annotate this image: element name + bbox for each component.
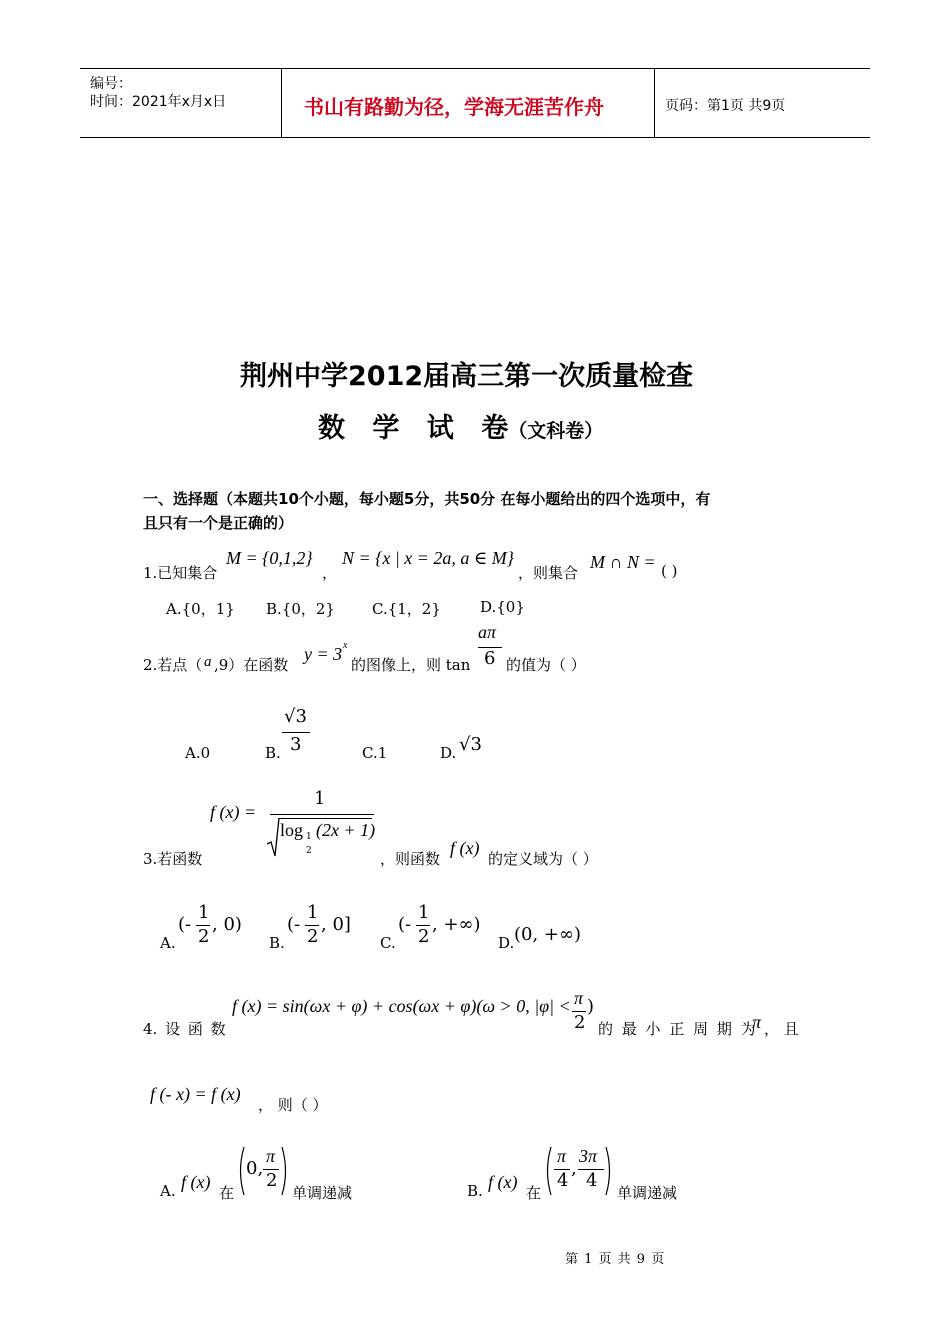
- q1-comma: ，: [322, 564, 338, 582]
- q4-pi-den: 2: [574, 1012, 586, 1033]
- q1-mid: ，则集合: [518, 564, 579, 582]
- q4-pi-half: [572, 988, 586, 1034]
- q1-set-n: N = {x | x = 2a, a ∈ M}: [342, 548, 514, 568]
- q4-end: ， 且: [764, 1020, 799, 1038]
- page-info: 页码：第1页 共9页: [665, 98, 786, 114]
- q1-option-a: A.{0，1}: [166, 600, 235, 618]
- q2-option-d-value: √3: [459, 734, 482, 755]
- page-title: 荆州中学2012届高三第一次质量检查: [240, 361, 694, 392]
- q4-option-b-num2: 3π: [579, 1146, 598, 1166]
- q2-option-c: C.1: [362, 744, 388, 762]
- q4-option-b-fraction1: [554, 1146, 570, 1192]
- q3-option-c: C.: [380, 934, 396, 952]
- motto: 书山有路勤为径，学海无涯苦作舟: [304, 95, 604, 119]
- q4-line2-expr: f (- x) = f (x): [150, 1084, 241, 1104]
- header-left-cell: [80, 69, 282, 137]
- q2-prefix: 2.若点（: [143, 656, 203, 674]
- q3-option-d: D.: [498, 934, 515, 952]
- q2-suffix: 的值为（ ）: [506, 656, 586, 674]
- q4-option-b-fx: f (x): [488, 1172, 518, 1192]
- q3-option-a-half: [196, 902, 210, 948]
- q4-option-b: B.: [467, 1182, 483, 1200]
- q4-option-a: A.: [160, 1182, 176, 1200]
- q4-option-b-rparen-icon: [604, 1146, 614, 1196]
- q1-paren: ( ): [661, 562, 678, 580]
- q2-exp: x: [343, 640, 348, 651]
- q4-pi-num: π: [574, 988, 584, 1008]
- q1-expr: M ∩ N =: [590, 552, 656, 572]
- q3-suffix: 的定义域为（ ）: [488, 850, 598, 868]
- q3-option-a: A.: [160, 934, 176, 952]
- header-table: [80, 68, 870, 138]
- q2-a: a: [204, 654, 212, 670]
- q3-fx: f (x): [450, 838, 480, 858]
- q4-option-a-suffix: 单调递减: [292, 1184, 353, 1202]
- q3-option-a-den: 2: [198, 926, 210, 947]
- number-label: 编号：: [90, 76, 132, 92]
- q4-option-b-den2: 4: [586, 1170, 598, 1191]
- q4-line2-suffix: ， 则（ ）: [258, 1096, 328, 1114]
- q3-option-c-right: , +∞): [432, 914, 481, 935]
- q3-log: log: [280, 820, 304, 840]
- q1-set-m: M = {0,1,2}: [226, 548, 313, 568]
- q2-option-b-den: 3: [290, 734, 302, 755]
- q4-mid: 的 最 小 正 周 期 为: [598, 1020, 756, 1038]
- q1-option-d: D.{0}: [480, 598, 525, 616]
- q3-option-b-num: 1: [307, 902, 319, 923]
- page-footer: 第 1 页 共 9 页: [565, 1252, 666, 1267]
- q2-option-a: A.0: [185, 744, 211, 762]
- q3-mid: ，则函数: [380, 850, 441, 868]
- q4-option-b-lparen-icon: [543, 1146, 553, 1196]
- q1-option-b: B.{0，2}: [266, 600, 335, 618]
- q2-option-b: B.: [265, 744, 281, 762]
- q4-close: ): [587, 996, 595, 1017]
- q4-option-a-in: 在: [219, 1184, 235, 1202]
- q2-func: y = 3: [304, 644, 343, 664]
- q2-frac-den: 6: [484, 648, 496, 669]
- q4-option-a-fx: f (x): [181, 1172, 211, 1192]
- q4-option-a-rparen-icon: [280, 1146, 290, 1196]
- q4-prefix: 4. 设 函 数: [143, 1020, 226, 1038]
- q3-base-num: 1: [306, 832, 312, 842]
- q4-option-a-lparen-icon: [236, 1146, 246, 1196]
- q2-fraction: [478, 622, 502, 670]
- q3-frac-bar: [270, 814, 374, 815]
- q3-arg: (2x + 1): [316, 820, 376, 840]
- subject-note: （文科卷）: [508, 420, 604, 442]
- time-label: 时间：2021年x月x日: [90, 94, 227, 110]
- q4-option-b-in: 在: [526, 1184, 542, 1202]
- subject-title: [318, 406, 603, 445]
- q3-num: 1: [314, 788, 326, 809]
- q3-option-d-value: (0, +∞): [514, 924, 582, 945]
- q4-option-b-fraction2: [578, 1146, 604, 1192]
- q3-option-a-right: , 0): [212, 914, 242, 935]
- q4-func: f (x) = sin(ωx + φ) + cos(ωx + φ)(ω > 0, |φ| <: [232, 996, 571, 1016]
- q2-mid1: ,9）在函数: [214, 656, 289, 674]
- q4-option-b-den1: 4: [557, 1170, 569, 1191]
- q4-option-b-suffix: 单调递减: [617, 1184, 678, 1202]
- q2-mid2: 的图像上，则 tan: [351, 656, 471, 674]
- q2-option-b-bar: [282, 732, 310, 733]
- q4-option-a-fraction: [263, 1146, 279, 1192]
- section-heading-line1: 一、选择题（本题共10个小题，每小题5分，共50分 在每小题给出的四个选项中，有: [143, 490, 711, 508]
- q3-option-c-left: (-: [398, 914, 412, 935]
- q3-option-c-half: [416, 902, 430, 948]
- q1-option-c: C.{1，2}: [372, 600, 441, 618]
- q3-base-den: 2: [306, 846, 312, 856]
- q3-option-c-den: 2: [418, 926, 430, 947]
- section-heading-line2: 且只有一个是正确的）: [143, 514, 294, 532]
- q3-sqrt-bar: [279, 818, 372, 819]
- q4-option-a-left: 0,: [246, 1158, 264, 1179]
- q2-option-b-num: √3: [284, 706, 307, 727]
- q3-option-b-half: [305, 902, 319, 948]
- q3-sqrt-icon: [266, 816, 280, 858]
- q3-func-lhs: f (x) =: [210, 802, 257, 822]
- header-center-cell: [282, 69, 655, 137]
- q4-option-b-comma: ,: [571, 1158, 577, 1179]
- subject-label: 数 学 试 卷: [318, 413, 509, 444]
- q3-option-a-num: 1: [198, 902, 210, 923]
- q3-option-b-left: (-: [287, 914, 301, 935]
- q3-option-b-right: , 0]: [321, 914, 351, 935]
- q3-option-b: B.: [269, 934, 285, 952]
- q4-option-a-num: π: [266, 1146, 276, 1166]
- q4-option-b-num1: π: [557, 1146, 567, 1166]
- q1-prefix: 1.已知集合: [143, 564, 218, 582]
- q3-option-b-den: 2: [307, 926, 319, 947]
- q2-option-d: D.: [440, 744, 457, 762]
- q3-prefix: 3.若函数: [143, 850, 203, 868]
- q3-option-c-num: 1: [418, 902, 430, 923]
- header-right-cell: [655, 69, 870, 137]
- q3-fraction: [266, 788, 374, 858]
- q4-option-a-den: 2: [266, 1170, 278, 1191]
- q3-option-a-left: (-: [178, 914, 192, 935]
- q2-option-b-fraction: [282, 706, 310, 758]
- q2-frac-num: aπ: [478, 622, 497, 642]
- q4-pi: π: [752, 1012, 762, 1032]
